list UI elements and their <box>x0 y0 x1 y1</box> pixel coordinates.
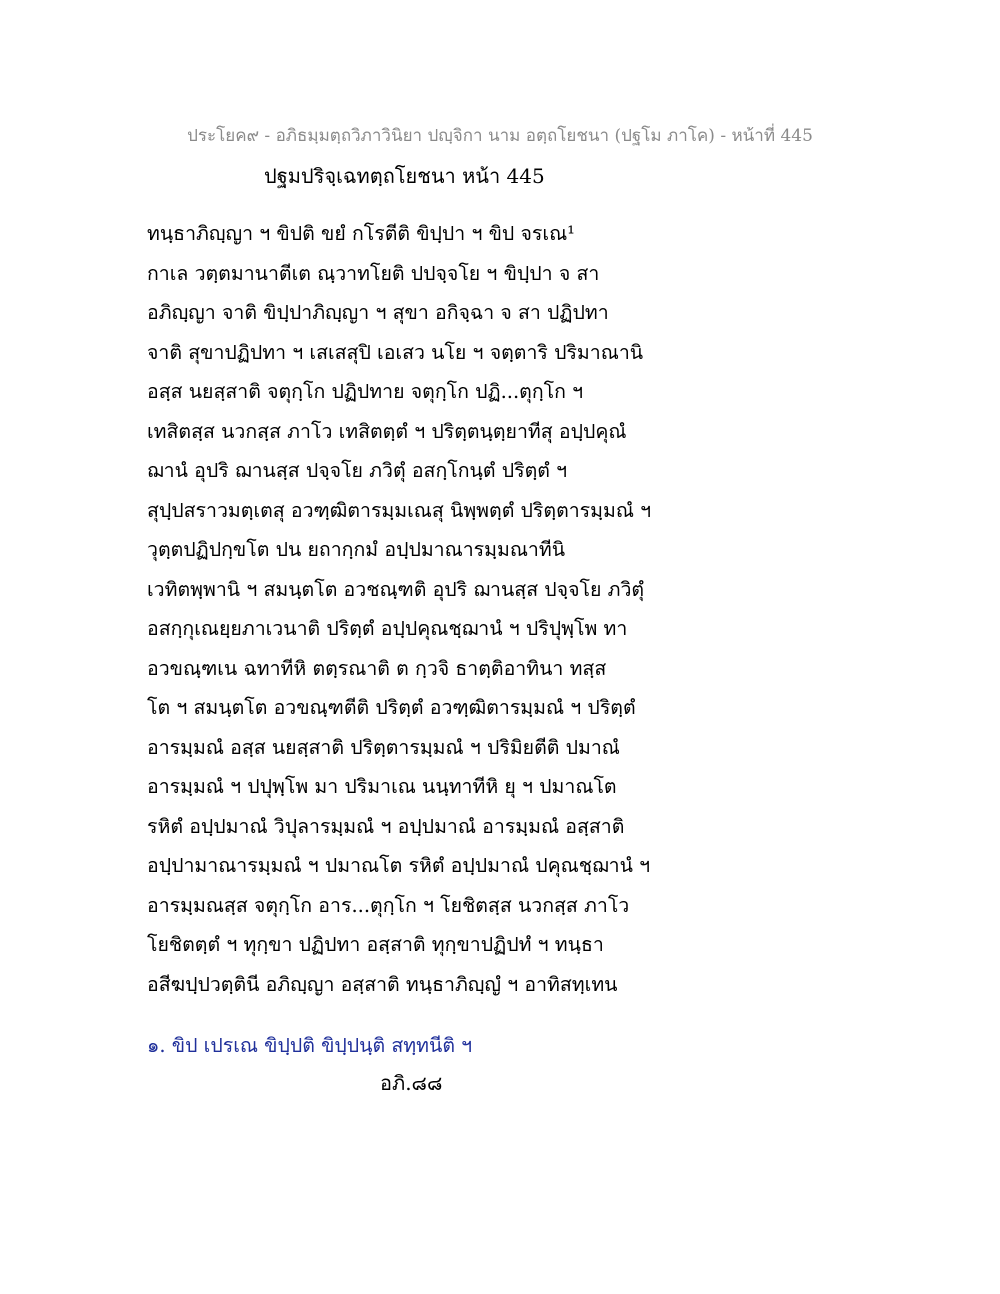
text-line: โยชิตตฺตํ ฯ ทุกฺขา ปฏิปทา อสฺสาติ ทุกฺขาปฏิปทํ ฯ ทนฺธา <box>147 933 604 956</box>
text-line: จาติ สุขาปฏิปทา ฯ เสเสสุปิ เอเสว นโย ฯ จตฺตาริ ปริมาณานิ <box>147 340 644 364</box>
text-line: อารมฺมณสฺส จตุกฺโก อาร...ตุกฺโก ฯ โยชิตสฺส นวกสฺส ภาโว <box>147 893 630 917</box>
text-line: วุตฺตปฏิปกฺขโต ปน ยถากฺกมํ อปฺปมาณารมฺมณาทีนิ <box>147 538 566 561</box>
running-header: ประโยค๙ - อภิธมฺมตฺถวิภาวินิยา ปญฺจิกา นาม อตฺถโยชนา (ปฐโม ภาโค) - หน้าที่ 445 <box>187 126 813 146</box>
page-marker: อภิ.๘๘ <box>380 1071 443 1095</box>
text-line: กาเล วตฺตมานาตีเต ณฺวาทโยติ ปปจฺจโย ฯ ขิปฺปา จ สา <box>147 261 600 285</box>
text-line: สุปฺปสราวมตฺเตสุ อวฑฺฒิตารมฺมเณสุ นิพฺพตฺตํ ปริตฺตารมฺมณํ ฯ <box>147 498 652 522</box>
section-title: ปฐมปริจฺเฉทตฺถโยชนา หน้า 445 <box>264 164 545 188</box>
text-line: ทนฺธาภิญฺญา ฯ ขิปติ ขยํ กโรตีติ ขิปฺปา ฯ ขิป จรเณ¹ <box>147 222 575 245</box>
text-line: รหิตํ อปฺปมาณํ วิปุลารมฺมณํ ฯ อปฺปมาณํ อารมฺมณํ อสฺสาติ <box>147 814 625 838</box>
text-line: ฌานํ อุปริ ฌานสฺส ปจฺจโย ภวิตุํ อสกฺโกนฺตํ ปริตฺตํ ฯ <box>147 459 568 482</box>
text-line: อวขณฺฑเน ฉทาทีหิ ตตฺรณาติ ต กฺวจิ ธาตฺติอาทินา ทสฺส <box>147 656 607 680</box>
text-line: อสีฆปฺปวตฺตินี อภิญฺญา อสฺสาติ ทนฺธาภิญฺญํ ฯ อาทิสทฺเทน <box>147 972 618 996</box>
text-line: โต ฯ สมนฺตโต อวขณฺฑตีติ ปริตฺตํ อวฑฺฒิตารมฺมณํ ฯ ปริตฺตํ <box>147 696 636 719</box>
text-line: อภิญฺญา จาติ ขิปฺปาภิญฺญา ฯ สุขา อกิจฺฉา จ สา ปฏิปทา <box>147 301 609 324</box>
text-line: อสกฺกุเณยฺยภาเวนาติ ปริตฺตํ อปฺปคุณชฺฌานํ ฯ ปริปุพฺโพ ทา <box>147 617 628 640</box>
text-line: อปฺปามาณารมฺมณํ ฯ ปมาณโต รหิตํ อปฺปมาณํ ปคุณชฺฌานํ ฯ <box>147 854 651 877</box>
footnote: ๑. ขิป เปรเณ ขิปฺปติ ขิปฺปนฺติ สทฺทนีติ ฯ <box>147 1034 473 1057</box>
text-line: อารมฺมณํ อสฺส นยสฺสาติ ปริตฺตารมฺมณํ ฯ ปริมิยตีติ ปมาณํ <box>147 735 620 759</box>
text-line: เทสิตสฺส นวกสฺส ภาโว เทสิตตฺตํ ฯ ปริตฺตนฺตฺยาทีสุ อปฺปคุณํ <box>147 419 627 443</box>
text-line: อารมฺมณํ ฯ ปปุพฺโพ มา ปริมาเณ นนฺทาทีหิ ยุ ฯ ปมาณโต <box>147 775 617 798</box>
text-line: เวทิตพฺพานิ ฯ สมนฺตโต อวชณฺฑติ อุปริ ฌานสฺส ปจฺจโย ภวิตุํ <box>147 577 645 601</box>
text-line: อสฺส นยสฺสาติ จตุกฺโก ปฏิปทาย จตุกฺโก ปฏิ...ตุกฺโก ฯ <box>147 380 584 403</box>
body-text <box>147 214 707 1004</box>
